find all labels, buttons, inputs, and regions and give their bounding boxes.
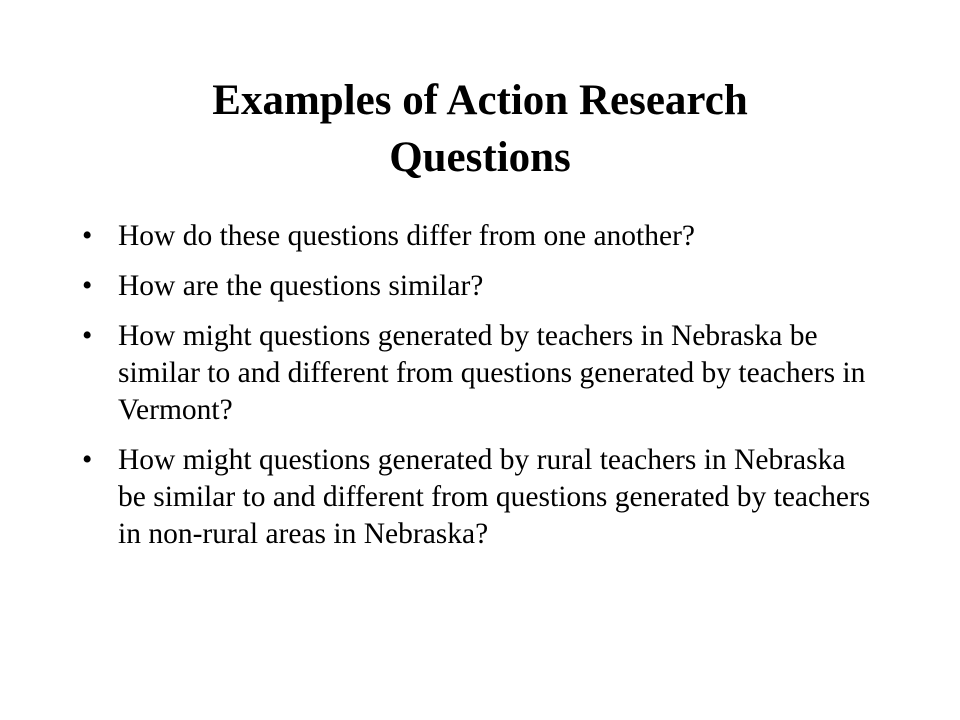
bullet-dot: •	[82, 444, 93, 476]
bullet-dot: •	[82, 320, 93, 352]
bullet-dot: •	[82, 220, 93, 252]
bullet-list	[80, 218, 880, 566]
bullet-text: How might questions generated by rural teachers in Nebraska be similar to and different from questions generated by teachers in non-rural areas in Nebraska?	[118, 444, 871, 550]
bullet-text: How are the questions similar?	[118, 270, 484, 302]
bullet-item	[80, 318, 880, 429]
bullet-item	[80, 268, 880, 305]
slide-title-line-2: Questions	[389, 134, 571, 181]
bullet-dot: •	[82, 270, 93, 302]
bullet-item	[80, 442, 880, 553]
bullet-item	[80, 218, 880, 255]
bullet-text: How might questions generated by teachers in Nebraska be similar to and different from questions generated by teachers in Vermont?	[118, 320, 866, 426]
slide-title-line-1: Examples of Action Research	[212, 77, 748, 124]
bullet-text: How do these questions differ from one another?	[118, 220, 696, 252]
slide-title	[80, 72, 880, 186]
